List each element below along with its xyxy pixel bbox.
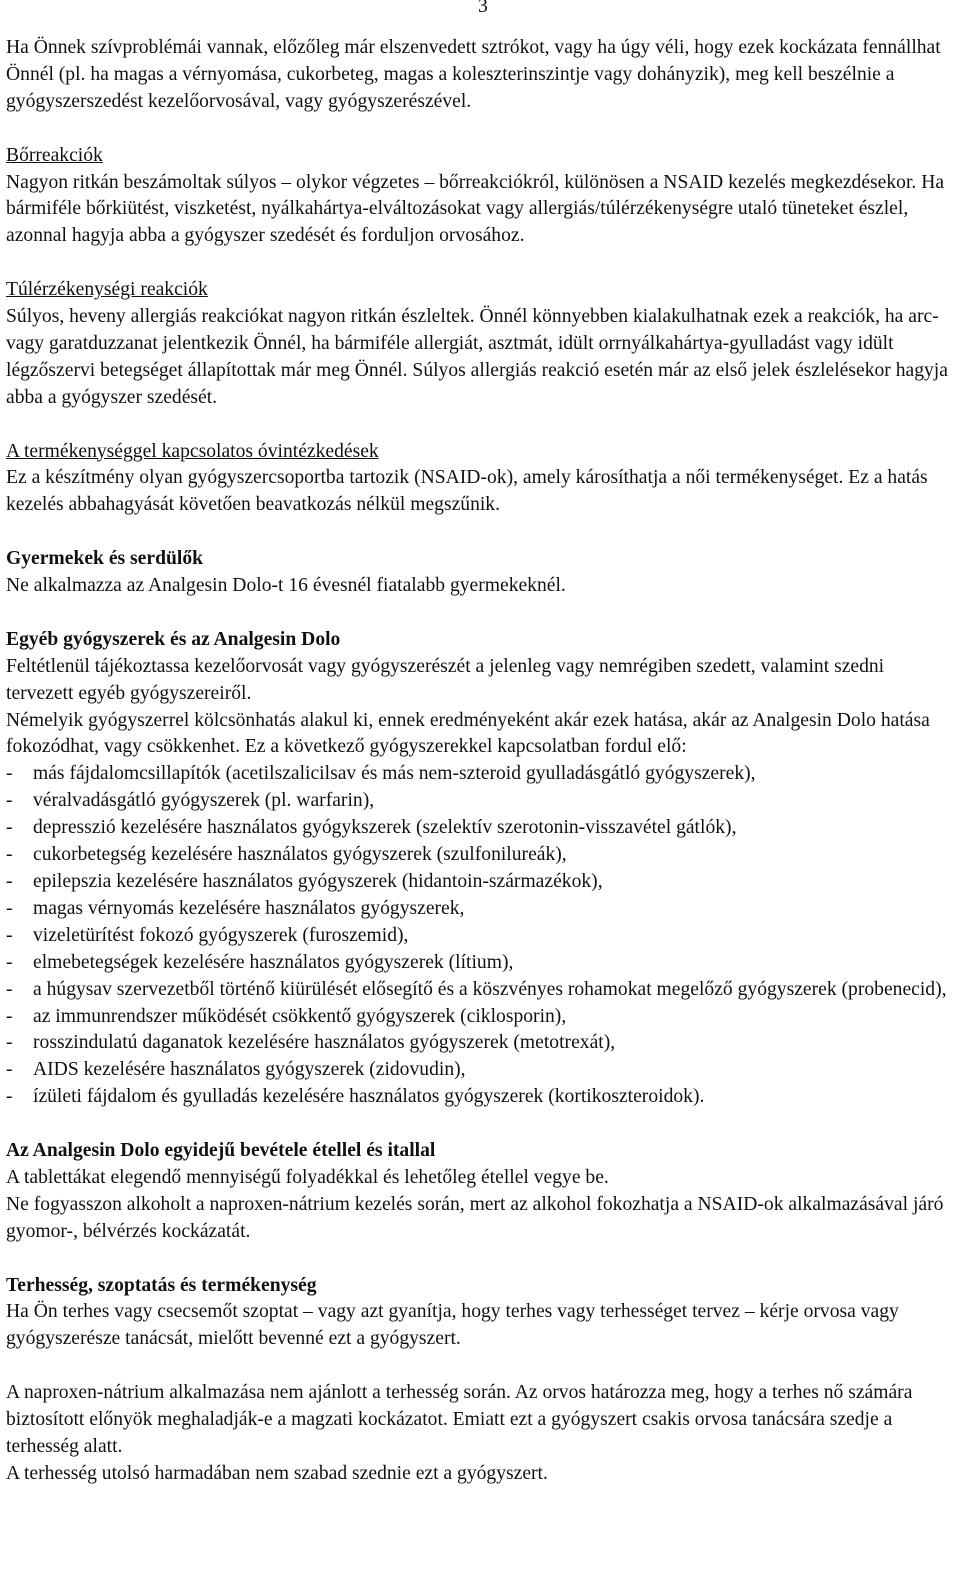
list-item-text: elmebetegségek kezelésére használatos gyógyszerek (lítium), [33,951,514,973]
list-item [6,1084,956,1111]
skin-reactions-text: Nagyon ritkán beszámoltak súlyos – olykor végzetes – bőrreakciókról, különösen a NSAID kezelés megkezdésekor. Ha bármiféle bőrkiütést, viszketést, nyálkahártya-elváltozásokat vagy allergiás/túlérzékenységre utaló tüneteket észlel, azonnal hagyja abba a gyógyszer szedését és forduljon orvosához. [6,171,945,247]
list-item-text: AIDS kezelésére használatos gyógyszerek (zidovudin), [33,1059,466,1081]
section-pregnancy [6,1273,956,1488]
list-dash: - [6,951,13,973]
list-item-text: magas vérnyomás kezelésére használatos gyógyszerek, [33,897,465,919]
list-dash: - [6,1005,13,1027]
list-item [6,761,956,788]
list-item [6,1057,956,1084]
section-food-drink [6,1138,956,1246]
list-item [6,950,956,977]
heading-hypersensitivity: Túlérzékenységi reakciók [6,279,208,301]
heading-pregnancy: Terhesség, szoptatás és termékenység [6,1274,317,1296]
list-item [6,869,956,896]
pregnancy-p3: A terhesség utolsó harmadában nem szabad szednie ezt a gyógyszert. [6,1462,548,1484]
heading-children: Gyermekek és serdülők [6,548,204,570]
heading-fertility: A termékenységgel kapcsolatos óvintézkedések [6,440,379,462]
intro-paragraph: Ha Önnek szívproblémái vannak, előzőleg már elszenvedett sztrókot, vagy ha úgy véli, hogy ezek kockázata fennállhat Önnél (pl. ha magas a vérnyomása, cukorbeteg, magas a koleszterinszintje vagy dohányzik), meg kell beszélnie a gyógyszerszedést kezelőorvosával, vagy gyógyszerészével. [6,37,941,112]
section-hypersensitivity [6,277,956,412]
list-item-text: a húgysav szervezetből történő kiürülését elősegítő és a köszvényes rohamokat megelőző gyógyszerek (probenecid), [33,978,947,1000]
document-page [6,35,956,1488]
list-dash: - [6,844,13,866]
heading-skin-reactions: Bőrreakciók [6,144,103,166]
list-item-text: más fájdalomcsillapítók (acetilszalicilsav és más nem-szteroid gyulladásgátló gyógyszerek), [33,763,756,785]
section-fertility [6,439,956,520]
list-item-text: rosszindulatú daganatok kezelésére használatos gyógyszerek (metotrexát), [33,1032,616,1054]
section-skin-reactions [6,143,956,251]
children-text: Ne alkalmazza az Analgesin Dolo-t 16 évesnél fiatalabb gyermekeknél. [6,575,566,597]
food-drink-p2: Ne fogyasszon alkoholt a naproxen-nátrium kezelés során, mert az alkohol fokozhatja a NSAID-ok alkalmazásával járó gyomor-, bélvérzés kockázatát. [6,1193,944,1242]
hypersensitivity-text: Súlyos, heveny allergiás reakciókat nagyon ritkán észleltek. Önnél könnyebben kialakulhatnak ezek a reakciók, ha arc- vagy garatduzzanat jelentkezik Önnél, ha bármiféle allergiát, asztmát, idült orrnyálkahártya-gyulladást vagy idült légzőszervi betegséget állapítottak már meg Önnél. Súlyos allergiás reakció esetén már az első jelek észlelésekor hagyja abba a gyógyszer szedését. [6,306,948,408]
list-item [6,896,956,923]
fertility-text: Ez a készítmény olyan gyógyszercsoportba tartozik (NSAID-ok), amely károsíthatja a női termékenységet. Ez a hatás kezelés abbahagyását követően beavatkozás nélkül megszűnik. [6,467,928,516]
heading-food-drink: Az Analgesin Dolo egyidejű bevétele étellel és itallal [6,1140,436,1162]
list-item [6,1004,956,1031]
list-dash: - [6,924,13,946]
list-item [6,977,956,1004]
interaction-list [6,761,956,1111]
list-item [6,788,956,815]
list-dash: - [6,763,13,785]
list-dash: - [6,817,13,839]
list-item [6,923,956,950]
section-other-medicines [6,627,956,1111]
pregnancy-p2: A naproxen-nátrium alkalmazása nem ajánlott a terhesség során. Az orvos határozza meg, hogy a terhes nő számára biztosított előnyök meghaladják-e a magzati kockázatot. Emiatt ezt a gyógyszert csakis orvosa tanácsára szedje a terhesség alatt. [6,1382,913,1457]
list-item-text: epilepszia kezelésére használatos gyógyszerek (hidantoin-származékok), [33,871,603,893]
other-medicines-p2: Némelyik gyógyszerrel kölcsönhatás alakul ki, ennek eredményeként akár ezek hatása, akár az Analgesin Dolo hatása fokozódhat, vagy csökkenhet. Ez a következő gyógyszerekkel kapcsolatban fordul elő: [6,709,930,758]
pregnancy-p1: Ha Ön terhes vagy csecsemőt szoptat – vagy azt gyanítja, hogy terhes vagy terhességet tervez – kérje orvosa vagy gyógyszerésze tanácsát, mielőtt bevenné ezt a gyógyszert. [6,1301,899,1350]
food-drink-p1: A tablettákat elegendő mennyiségű folyadékkal és lehetőleg étellel vegye be. [6,1166,609,1188]
list-dash: - [6,1032,13,1054]
list-item-text: depresszió kezelésére használatos gyógykszerek (szelektív szerotonin-visszavétel gátlók), [33,817,737,839]
list-item-text: vizeletürítést fokozó gyógyszerek (furoszemid), [33,924,409,946]
list-dash: - [6,871,13,893]
heading-other-medicines: Egyéb gyógyszerek és az Analgesin Dolo [6,628,341,650]
list-item [6,1030,956,1057]
list-item-text: véralvadásgátló gyógyszerek (pl. warfarin), [33,790,375,812]
list-item-text: cukorbetegség kezelésére használatos gyógyszerek (szulfonilureák), [33,844,567,866]
list-item-text: ízületi fájdalom és gyulladás kezelésére használatos gyógyszerek (kortikoszteroidok). [33,1086,705,1108]
page-number: 3 [478,0,488,17]
list-dash: - [6,790,13,812]
list-item-text: az immunrendszer működését csökkentő gyógyszerek (ciklosporin), [33,1005,567,1027]
list-dash: - [6,897,13,919]
list-dash: - [6,1086,13,1108]
list-dash: - [6,1059,13,1081]
list-dash: - [6,978,13,1000]
section-children [6,546,956,600]
list-item [6,842,956,869]
list-item [6,815,956,842]
other-medicines-p1: Feltétlenül tájékoztassa kezelőorvosát vagy gyógyszerészét a jelenleg vagy nemrégiben szedett, valamint szedni tervezett egyéb gyógyszereiről. [6,655,885,704]
